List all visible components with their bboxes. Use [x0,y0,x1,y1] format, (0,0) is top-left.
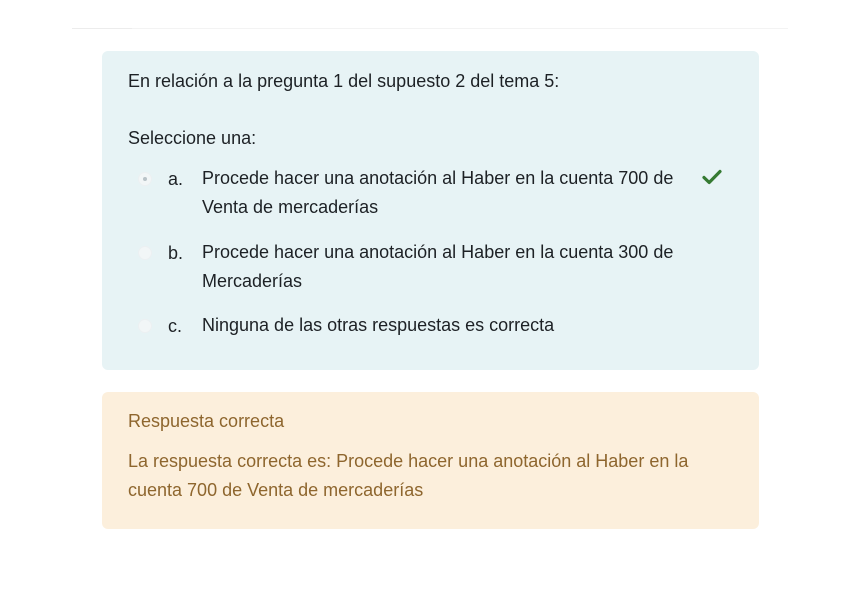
top-divider [72,28,788,29]
answer-letter: c. [168,316,183,336]
answer-text: Ninguna de las otras respuestas es correcta [202,315,555,335]
feedback-card [102,392,759,529]
radio-a[interactable] [138,172,152,186]
answer-letter: b. [168,243,184,263]
radio-c[interactable] [138,319,152,333]
radio-b[interactable] [138,246,152,260]
question-card [102,51,759,370]
question-text: En relación a la pregunta 1 del supuesto 2 del tema 5: [128,71,560,91]
feedback-title: Respuesta correcta [128,411,285,431]
check-icon [702,168,722,186]
answer-letter: a. [168,169,184,189]
top-divider-accent [72,28,132,29]
answer-text: Procede hacer una anotación al Haber en la cuenta 300 de Mercaderías [202,242,674,291]
question-prompt: Seleccione una: [128,128,257,148]
feedback-text: La respuesta correcta es: Procede hacer una anotación al Haber en la cuenta 700 de Venta de mercaderías [128,451,689,500]
answer-text: Procede hacer una anotación al Haber en la cuenta 700 de Venta de mercaderías [202,168,674,217]
